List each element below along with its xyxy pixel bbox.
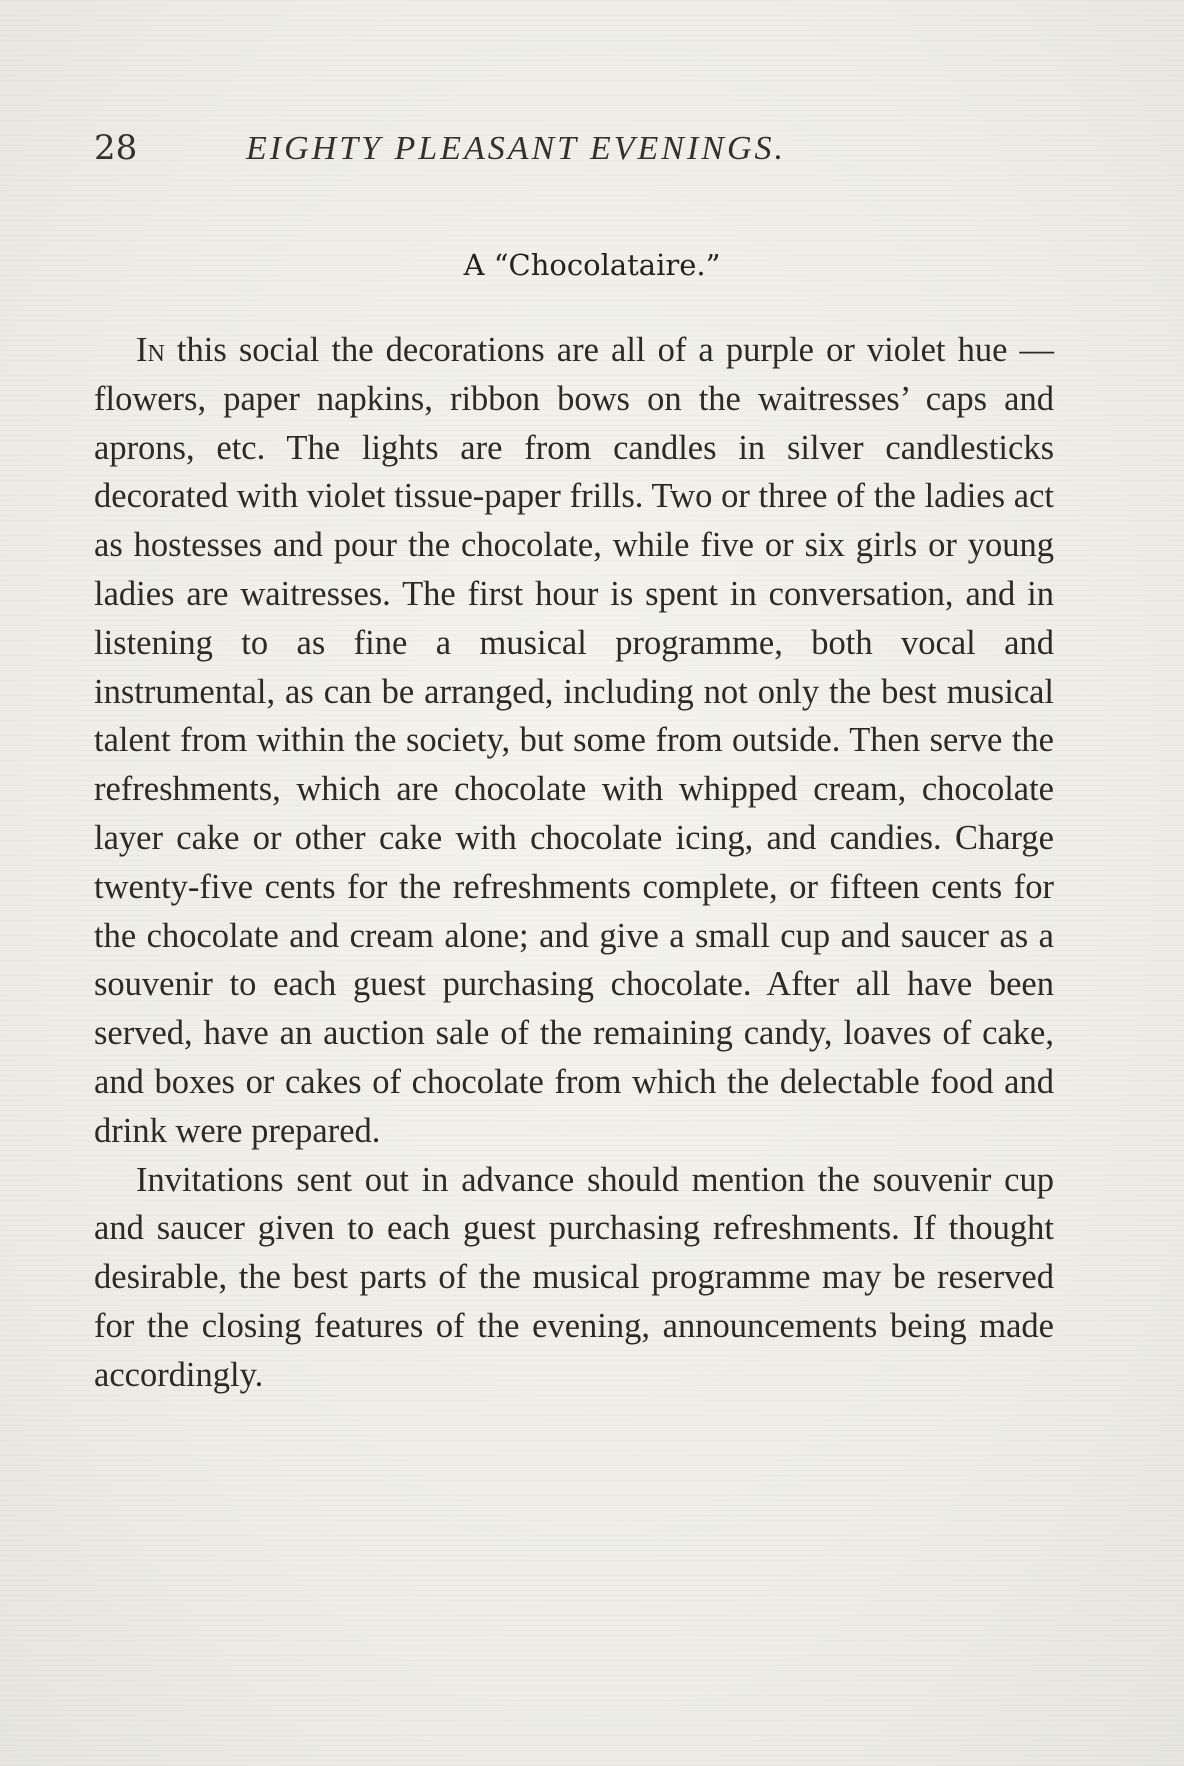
paragraph-2-text: Invitations sent out in advance should mention the souvenir cup and saucer given to each guest purchasing refreshments. If thought desirable, the best parts of the musical programme may be reserved for the closing features of the evening, announcements being made accordingly. <box>94 1160 1054 1394</box>
body-text <box>94 326 1054 1400</box>
section-title: A “Chocolataire.” <box>463 248 721 282</box>
paragraph-2 <box>94 1156 1054 1400</box>
paragraph-lead: In <box>136 331 165 369</box>
paragraph-1-text: this social the decorations are all of a purple or violet hue — flowers, paper napkins, ribbon bows on the waitresses’ caps and aprons, etc. The lights are from candles in silver candlesticks decorated with violet tissue-paper frills. Two or three of the ladies act as hostesses and pour the chocolate, while five or six girls or young ladies are waitresses. The first hour is spent in conversation, and in listening to as fine a musical programme, both vocal and instrumental, as can be arranged, including not only the best musical talent from within the society, but some from outside. Then serve the refreshments, which are chocolate with whipped cream, chocolate layer cake or other cake with chocolate icing, and candies. Charge twenty-five cents for the refreshments complete, or fifteen cents for the chocolate and cream alone; and give a small cup and saucer as a souvenir to each guest purchasing chocolate. After all have been served, have an auction sale of the remaining candy, loaves of cake, and boxes or cakes of chocolate from which the delectable food and drink were prepared. <box>94 331 1054 1150</box>
running-title: EIGHTY PLEASANT EVENINGS. <box>246 130 787 167</box>
page-number: 28 <box>94 128 138 168</box>
running-head <box>94 128 1094 178</box>
paragraph-1 <box>94 326 1054 1156</box>
